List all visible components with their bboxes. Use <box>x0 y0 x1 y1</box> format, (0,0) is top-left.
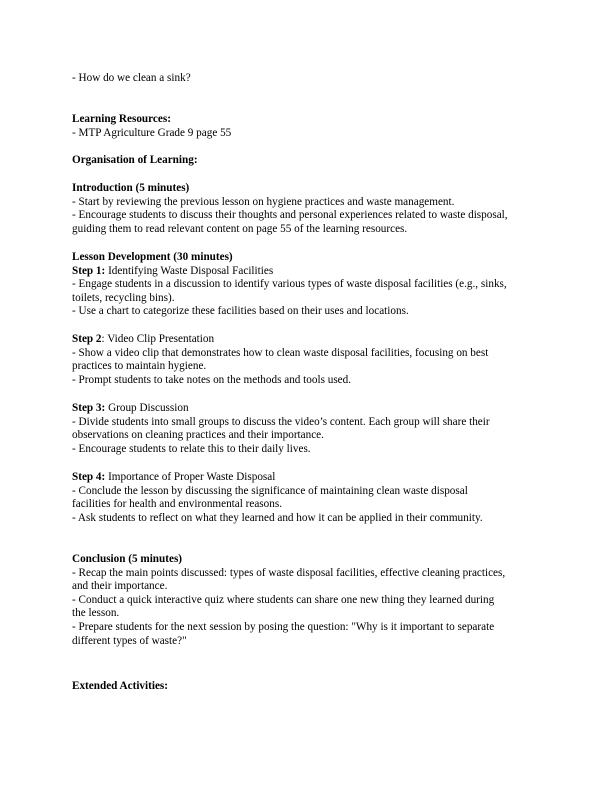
introduction-line: - Start by reviewing the previous lesson on hygiene practices and waste management. <box>72 195 455 208</box>
step-label: Step 4: <box>72 471 106 483</box>
step-label: Step 2 <box>72 333 102 345</box>
conclusion-line: - Prepare students for the next session by posing the question: "Why is it important to separate <box>72 620 495 633</box>
extended-activities-section <box>72 680 544 694</box>
conclusion-section <box>72 553 544 648</box>
step-label: Step 1: <box>72 264 106 277</box>
step-4 <box>72 471 544 525</box>
step-label: Step 3: <box>72 402 106 414</box>
introduction-line: - Encourage students to discuss their thoughts and personal experiences related to waste disposal, <box>72 209 508 222</box>
organisation-heading: Organisation of Learning: <box>72 154 198 166</box>
step-2 <box>72 333 544 387</box>
step-line: observations on cleaning practices and their importance. <box>72 429 324 442</box>
step-line: facilities for health and environmental reasons. <box>72 498 283 511</box>
step-1 <box>72 265 544 319</box>
conclusion-line: different types of waste?" <box>72 634 187 647</box>
step-line: - Conclude the lesson by discussing the significance of maintaining clean waste disposal <box>72 484 468 497</box>
introduction-heading: Introduction (5 minutes) <box>72 182 190 194</box>
step-line: toilets, recycling bins). <box>72 291 175 304</box>
step-line: - Use a chart to categorize these facilities based on their uses and locations. <box>72 305 409 318</box>
learning-resources-heading: Learning Resources: <box>72 113 171 125</box>
lesson-development-section <box>72 251 544 319</box>
extended-activities-heading: Extended Activities: <box>72 680 169 692</box>
step-line: - Show a video clip that demonstrates how to clean waste disposal facilities, focusing on best <box>72 346 489 359</box>
conclusion-line: and their importance. <box>72 580 168 593</box>
step-line: - Ask students to reflect on what they learned and how it can be applied in their community. <box>72 511 483 524</box>
step-title: Group Discussion <box>105 402 189 414</box>
step-3 <box>72 402 544 456</box>
learning-resources-item: - MTP Agriculture Grade 9 page 55 <box>72 126 232 139</box>
step-line: - Encourage students to relate this to their daily lives. <box>72 442 311 455</box>
introduction-line: guiding them to read relevant content on page 55 of the learning resources. <box>72 222 408 235</box>
conclusion-line: - Recap the main points discussed: types of waste disposal facilities, effective cleaning practices, <box>72 566 506 579</box>
step-line: practices to maintain hygiene. <box>72 360 207 373</box>
learning-resources-section <box>72 113 544 140</box>
step-line: - Divide students into small groups to discuss the video’s content. Each group will share their <box>72 415 490 428</box>
introduction-section <box>72 182 544 236</box>
question-text: - How do we clean a sink? <box>72 72 191 84</box>
step-title: Identifying Waste Disposal Facilities <box>105 264 274 277</box>
step-title: Importance of Proper Waste Disposal <box>105 471 276 483</box>
conclusion-heading: Conclusion (5 minutes) <box>72 553 183 565</box>
intro-question <box>72 72 544 86</box>
conclusion-line: the lesson. <box>72 607 120 620</box>
step-title: : Video Clip Presentation <box>101 333 215 345</box>
step-line: - Prompt students to take notes on the methods and tools used. <box>72 373 352 386</box>
lesson-development-heading: Lesson Development (30 minutes) <box>72 251 233 263</box>
step-line: - Engage students in a discussion to identify various types of waste disposal facilities (e.g., sinks, <box>72 278 507 291</box>
organisation-section <box>72 154 544 168</box>
conclusion-line: - Conduct a quick interactive quiz where students can share one new thing they learned during <box>72 593 495 606</box>
